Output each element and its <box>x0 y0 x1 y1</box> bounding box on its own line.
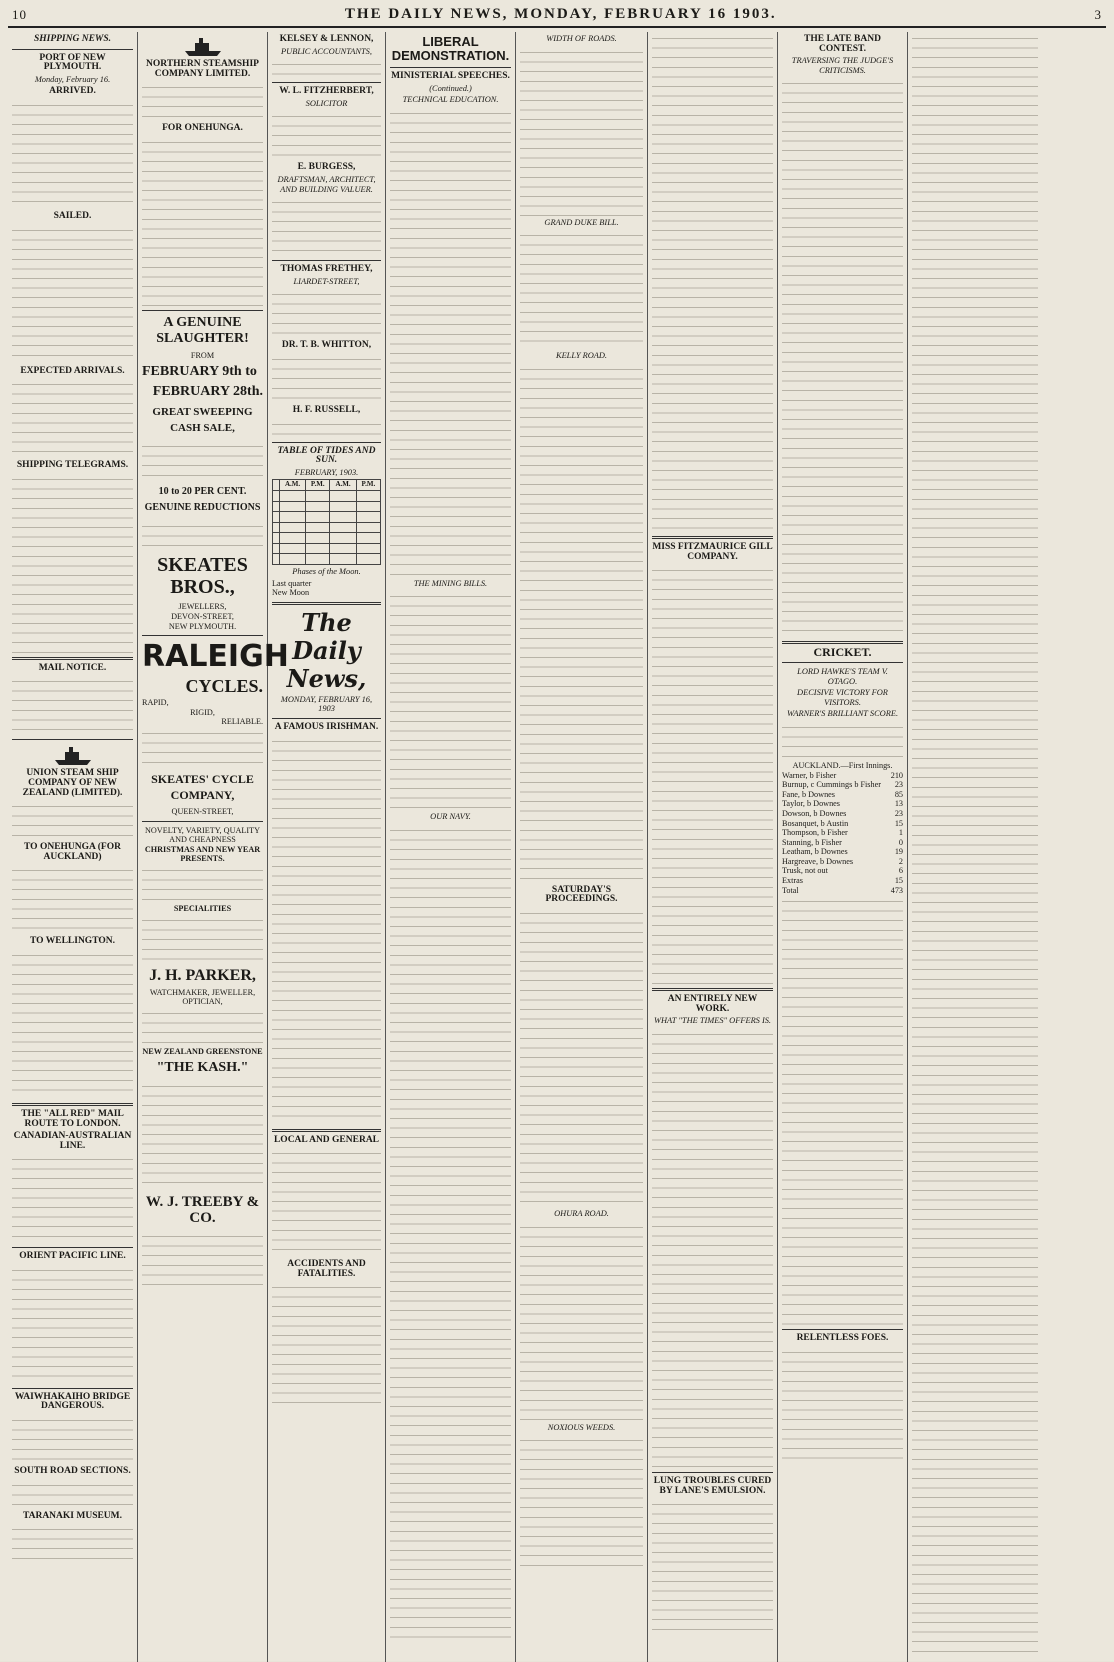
onehunga-heading: FOR ONEHUNGA. <box>162 123 243 134</box>
continued-label: (Continued.) <box>429 83 472 93</box>
skeates-bros: SKEATES BROS., <box>157 554 248 599</box>
fitzmaurice-text <box>652 564 773 984</box>
cricket-intro-text <box>782 721 903 761</box>
divider <box>12 1247 133 1248</box>
devon-street-label: DEVON-STREET, <box>171 611 234 621</box>
fitzherbert-heading: W. L. FITZHERBERT, <box>279 86 374 97</box>
column-4 <box>386 32 516 1662</box>
accidents-heading: ACCIDENTS AND FATALITIES. <box>287 1259 366 1279</box>
scorecard <box>782 771 903 896</box>
divider <box>652 988 773 991</box>
solicitor-label: SOLICITOR <box>305 98 348 108</box>
sale-start-date: FEBRUARY 9th to <box>142 364 257 380</box>
divider <box>272 718 381 719</box>
column-7 <box>778 32 908 1662</box>
divider <box>272 1129 381 1132</box>
mining-text <box>390 590 511 810</box>
batsman-runs: 6 <box>898 866 903 876</box>
batsman-name: Fane, b Downes <box>782 789 835 799</box>
telegrams-heading: SHIPPING TELEGRAMS. <box>16 460 129 471</box>
masthead <box>8 6 1106 28</box>
new-moon-label: New Moon <box>272 588 310 598</box>
local-heading: LOCAL AND GENERAL <box>273 1134 380 1145</box>
band-text <box>782 77 903 637</box>
whitton-text <box>272 353 381 403</box>
batsman-runs: 15 <box>894 876 903 886</box>
column-8 <box>908 32 1042 1662</box>
technical-subheading: TECHNICAL EDUCATION. <box>402 95 499 105</box>
divider <box>782 1329 903 1330</box>
novelty-label: NOVELTY, VARIETY, QUALITY <box>144 825 261 835</box>
score-row <box>782 819 903 829</box>
cheapness-label: AND CHEAPNESS <box>169 835 236 845</box>
uss-company-heading: UNION STEAM SHIP COMPANY OF NEW ZEALAND (LIMITED). <box>22 768 123 798</box>
ohura-text <box>520 1221 643 1421</box>
score-row <box>782 866 903 876</box>
expected-heading: EXPECTED ARRIVALS. <box>20 365 125 376</box>
museum-text <box>12 1523 133 1563</box>
divider <box>12 1103 133 1106</box>
slaughter-heading: A GENUINE SLAUGHTER! <box>156 314 249 346</box>
kelsey-text <box>272 58 381 78</box>
liberal-heading: LIBERAL DEMONSTRATION. <box>391 34 510 63</box>
steamship-icon <box>183 35 223 57</box>
score-row <box>782 847 903 857</box>
to-onehunga-heading: TO ONEHUNGA (FOR AUCKLAND) <box>24 842 121 862</box>
tides-heading: TABLE OF TIDES AND SUN. <box>277 445 376 466</box>
specialities-label: SPECIALITIES <box>173 903 232 913</box>
sailings-text <box>12 224 133 364</box>
grand-duke-subheading: GRAND DUKE BILL. <box>544 217 619 227</box>
paper-title: The Daily News, <box>286 607 367 693</box>
moon-heading: Phases of the Moon. <box>292 567 361 577</box>
batsman-runs: 85 <box>894 789 903 799</box>
relentless-heading: RELENTLESS FOES. <box>796 1333 889 1344</box>
tides-table: A.M. P.M. A.M. P.M. <box>272 479 381 565</box>
reductions: 10 to 20 PER CENT. GENUINE REDUCTIONS <box>144 486 261 514</box>
decisive-subheading: DECISIVE VICTORY FOR VISITORS. <box>797 688 888 707</box>
cricket-text <box>782 895 903 1325</box>
wellington-text <box>12 949 133 1099</box>
raleigh-heading: RALEIGH <box>142 639 289 675</box>
liardet-label: LIARDET-STREET, <box>293 276 360 286</box>
score-row <box>782 790 903 800</box>
divider <box>142 310 263 311</box>
sale-end-date: FEBRUARY 28th. <box>152 384 263 400</box>
burgess-text <box>272 196 381 256</box>
newspaper-title: THE DAILY NEWS, MONDAY, FEBRUARY 16 1903. <box>344 6 777 22</box>
fitzherbert-text <box>272 110 381 160</box>
local-text <box>272 1147 381 1257</box>
shipping-heading: SHIPPING NEWS. <box>33 34 112 44</box>
queen-street-label: QUEEN-STREET, <box>171 806 234 816</box>
batsman-name: Trusk, not out <box>782 866 828 876</box>
rapid-label: RAPID, <box>142 698 169 708</box>
watchmaker-label: WATCHMAKER, JEWELLER, <box>149 987 256 997</box>
new-work-text <box>652 1028 773 1468</box>
onehunga-text <box>142 136 263 306</box>
navy-text <box>390 824 511 1644</box>
divider <box>12 49 133 50</box>
canadian-heading: CANADIAN-AUSTRALIAN LINE. <box>13 1131 132 1151</box>
south-road-heading: SOUTH ROAD SECTIONS. <box>14 1466 131 1477</box>
accidents-text <box>272 1281 381 1411</box>
sailed-heading: SAILED. <box>53 210 92 221</box>
reductions-text <box>142 520 263 550</box>
new-plymouth-label: NEW PLYMOUTH. <box>168 621 237 631</box>
batsman-runs: 19 <box>894 847 903 857</box>
divider <box>272 442 381 443</box>
ministerial-subheading: MINISTERIAL SPEECHES. <box>391 71 510 81</box>
width-roads-subheading: WIDTH OF ROADS. <box>546 34 617 43</box>
port-heading: PORT OF NEW PLYMOUTH. <box>39 52 106 73</box>
skeates-cycle-heading: SKEATES' CYCLE COMPANY, <box>151 771 254 802</box>
continued-text <box>652 32 773 532</box>
mail-notice-text <box>12 675 133 735</box>
rigid-label: RIGID, <box>190 707 215 717</box>
batsman-name: Burnup, c Cummings b Fisher <box>782 780 881 790</box>
onehunga-text <box>12 864 133 934</box>
divider <box>272 260 381 261</box>
orient-text <box>12 1264 133 1384</box>
irishman-heading: A FAMOUS IRISHMAN. <box>274 722 379 733</box>
new-work-heading: AN ENTIRELY NEW WORK. <box>667 994 758 1014</box>
score-row <box>782 780 903 790</box>
kash-heading: "THE KASH." <box>156 1060 249 1076</box>
column-3 <box>268 32 386 1662</box>
divider <box>652 1472 773 1473</box>
batsman-runs: 2 <box>898 856 903 866</box>
paper-date: MONDAY, FEBRUARY 16, 1903 <box>280 694 373 714</box>
reliable-label: RELIABLE. <box>221 717 263 727</box>
port-date: Monday, February 16. <box>34 74 111 84</box>
last-quarter-label: Last quarter <box>272 578 312 588</box>
batsman-name: Taylor, b Downes <box>782 799 840 809</box>
russell-text <box>272 418 381 438</box>
column-2 <box>138 32 289 1662</box>
all-red-heading: THE "ALL RED" MAIL ROUTE TO LONDON. <box>21 1108 124 1129</box>
batsman-name: Leatham, b Downes <box>782 847 848 857</box>
sale-text <box>142 440 263 480</box>
continuation-text <box>912 32 1038 1652</box>
bridge-text <box>12 1414 133 1464</box>
masthead-right: 3 <box>1094 7 1102 22</box>
roads-text <box>520 46 643 216</box>
cycles-heading: CYCLES. <box>185 676 263 697</box>
column-1 <box>8 32 138 1662</box>
treeby-heading: W. J. TREEBY & CO. <box>145 1194 260 1227</box>
raleigh-text <box>142 727 263 767</box>
score-row <box>782 828 903 838</box>
saturday-subheading: SATURDAY'S PROCEEDINGS. <box>545 884 618 905</box>
divider <box>12 657 133 660</box>
batsman-name: Extras <box>782 876 803 886</box>
orient-heading: ORIENT PACIFIC LINE. <box>19 1251 126 1262</box>
burgess-heading: E. BURGESS, <box>297 162 356 173</box>
south-road-text <box>12 1479 133 1509</box>
frethey-text <box>272 288 381 338</box>
parker-text <box>142 1007 263 1047</box>
arrived-heading: ARRIVED. <box>49 86 96 97</box>
bridge-heading: WAIWHAKAIHO BRIDGE DANGEROUS. <box>14 1391 131 1412</box>
divider <box>390 67 511 68</box>
divider <box>12 739 133 740</box>
expected-text <box>12 378 133 458</box>
batsman-name: Warner, b Fisher <box>782 770 837 780</box>
navy-subheading: OUR NAVY. <box>430 812 471 822</box>
batsman-runs: 23 <box>894 808 903 818</box>
batsman-runs: 473 <box>890 885 903 895</box>
batsman-runs: 15 <box>894 818 903 828</box>
batsman-runs: 23 <box>894 780 903 790</box>
score-row <box>782 857 903 867</box>
divider <box>782 641 903 644</box>
score-row <box>782 876 903 886</box>
lung-text <box>652 1498 773 1638</box>
grand-duke-text <box>520 229 643 349</box>
parker-heading: J. H. PARKER, <box>149 966 256 984</box>
column-5 <box>516 32 648 1662</box>
lung-heading: LUNG TROUBLES CURED BY LANE'S EMULSION. <box>653 1475 772 1496</box>
score-row <box>782 771 903 781</box>
warner-subheading: WARNER'S BRILLIANT SCORE. <box>786 709 899 719</box>
times-offers-subheading: WHAT "THE TIMES" OFFERS IS. <box>653 1016 772 1026</box>
divider <box>142 821 263 822</box>
divider <box>782 662 903 663</box>
divider <box>652 536 773 539</box>
batsman-runs: 0 <box>898 837 903 847</box>
batsman-runs: 1 <box>898 828 903 838</box>
saturday-text <box>520 907 643 1207</box>
presents-text <box>142 864 263 904</box>
columns <box>8 32 1106 1662</box>
score-row <box>782 886 903 896</box>
whitton-heading: DR. T. B. WHITTON, <box>281 340 372 351</box>
greenstone-label: NEW ZEALAND GREENSTONE <box>142 1046 263 1056</box>
arrivals-text <box>12 99 133 209</box>
score-row <box>782 799 903 809</box>
divider <box>272 602 381 605</box>
hawke-subheading: LORD HAWKE'S TEAM V. OTAGO. <box>797 666 888 686</box>
batsman-name: Thompson, b Fisher <box>782 828 848 838</box>
optician-label: OPTICIAN, <box>182 997 223 1007</box>
divider <box>272 82 381 83</box>
speech-text <box>390 107 511 577</box>
score-row <box>782 838 903 848</box>
batsman-name: Total <box>782 885 799 895</box>
fitzmaurice-heading: MISS FITZMAURICE GILL COMPANY. <box>652 542 773 562</box>
batsman-runs: 13 <box>894 799 903 809</box>
irishman-text <box>272 735 381 1125</box>
relentless-text <box>782 1346 903 1466</box>
northern-text <box>142 81 263 121</box>
kelsey-sub: PUBLIC ACCOUNTANTS, <box>281 46 372 56</box>
divider <box>142 635 263 636</box>
uss-text <box>12 800 133 840</box>
to-wellington-heading: TO WELLINGTON. <box>29 936 115 947</box>
tides-month: FEBRUARY, 1903. <box>294 467 359 477</box>
from-label: FROM <box>190 350 215 360</box>
christmas-label: CHRISTMAS AND NEW YEAR PRESENTS. <box>144 844 261 864</box>
kelly-road-subheading: KELLY ROAD. <box>555 351 608 361</box>
masthead-left: 10 <box>12 7 27 22</box>
batsman-name: Hargreave, b Downes <box>782 856 854 866</box>
batsman-runs: 210 <box>890 770 903 780</box>
mail-notice-heading: MAIL NOTICE. <box>38 662 107 673</box>
mining-subheading: THE MINING BILLS. <box>413 578 488 588</box>
jewellers-label: JEWELLERS, <box>178 602 227 612</box>
batsman-name: Stanning, b Fisher <box>782 837 842 847</box>
kash-text <box>142 1080 263 1190</box>
column-6 <box>648 32 778 1662</box>
band-subheading: TRAVERSING THE JUDGE'S CRITICISMS. <box>791 56 894 75</box>
northern-heading: NORTHERN STEAMSHIP COMPANY LIMITED. <box>146 59 259 79</box>
treeby-text <box>142 1230 263 1290</box>
frethey-heading: THOMAS FRETHEY, <box>280 264 373 275</box>
telegrams-text <box>12 473 133 653</box>
score-row <box>782 809 903 819</box>
sweeping-sale: GREAT SWEEPING CASH SALE, <box>152 406 253 435</box>
russell-heading: H. F. RUSSELL, <box>292 404 361 415</box>
innings-label: AUCKLAND.—First Innings. <box>792 760 893 770</box>
canadian-text <box>12 1153 133 1243</box>
noxious-text <box>520 1434 643 1574</box>
noxious-subheading: NOXIOUS WEEDS. <box>547 1422 616 1432</box>
museum-heading: TARANAKI MUSEUM. <box>22 1510 123 1521</box>
batsman-name: Dowson, b Downes <box>782 808 847 818</box>
kelsey-heading: KELSEY & LENNON, <box>279 34 374 44</box>
specialities-text <box>142 914 263 964</box>
cricket-heading: CRICKET. <box>813 645 872 660</box>
kelly-road-text <box>520 363 643 883</box>
draftsman-label: DRAFTSMAN, ARCHITECT, AND BUILDING VALUER. <box>277 174 376 194</box>
batsman-name: Bosanquet, b Austin <box>782 818 849 828</box>
steamship-icon <box>53 744 93 766</box>
divider <box>12 1388 133 1389</box>
band-contest-heading: THE LATE BAND CONTEST. <box>804 34 881 54</box>
ohura-subheading: OHURA ROAD. <box>554 1208 609 1218</box>
